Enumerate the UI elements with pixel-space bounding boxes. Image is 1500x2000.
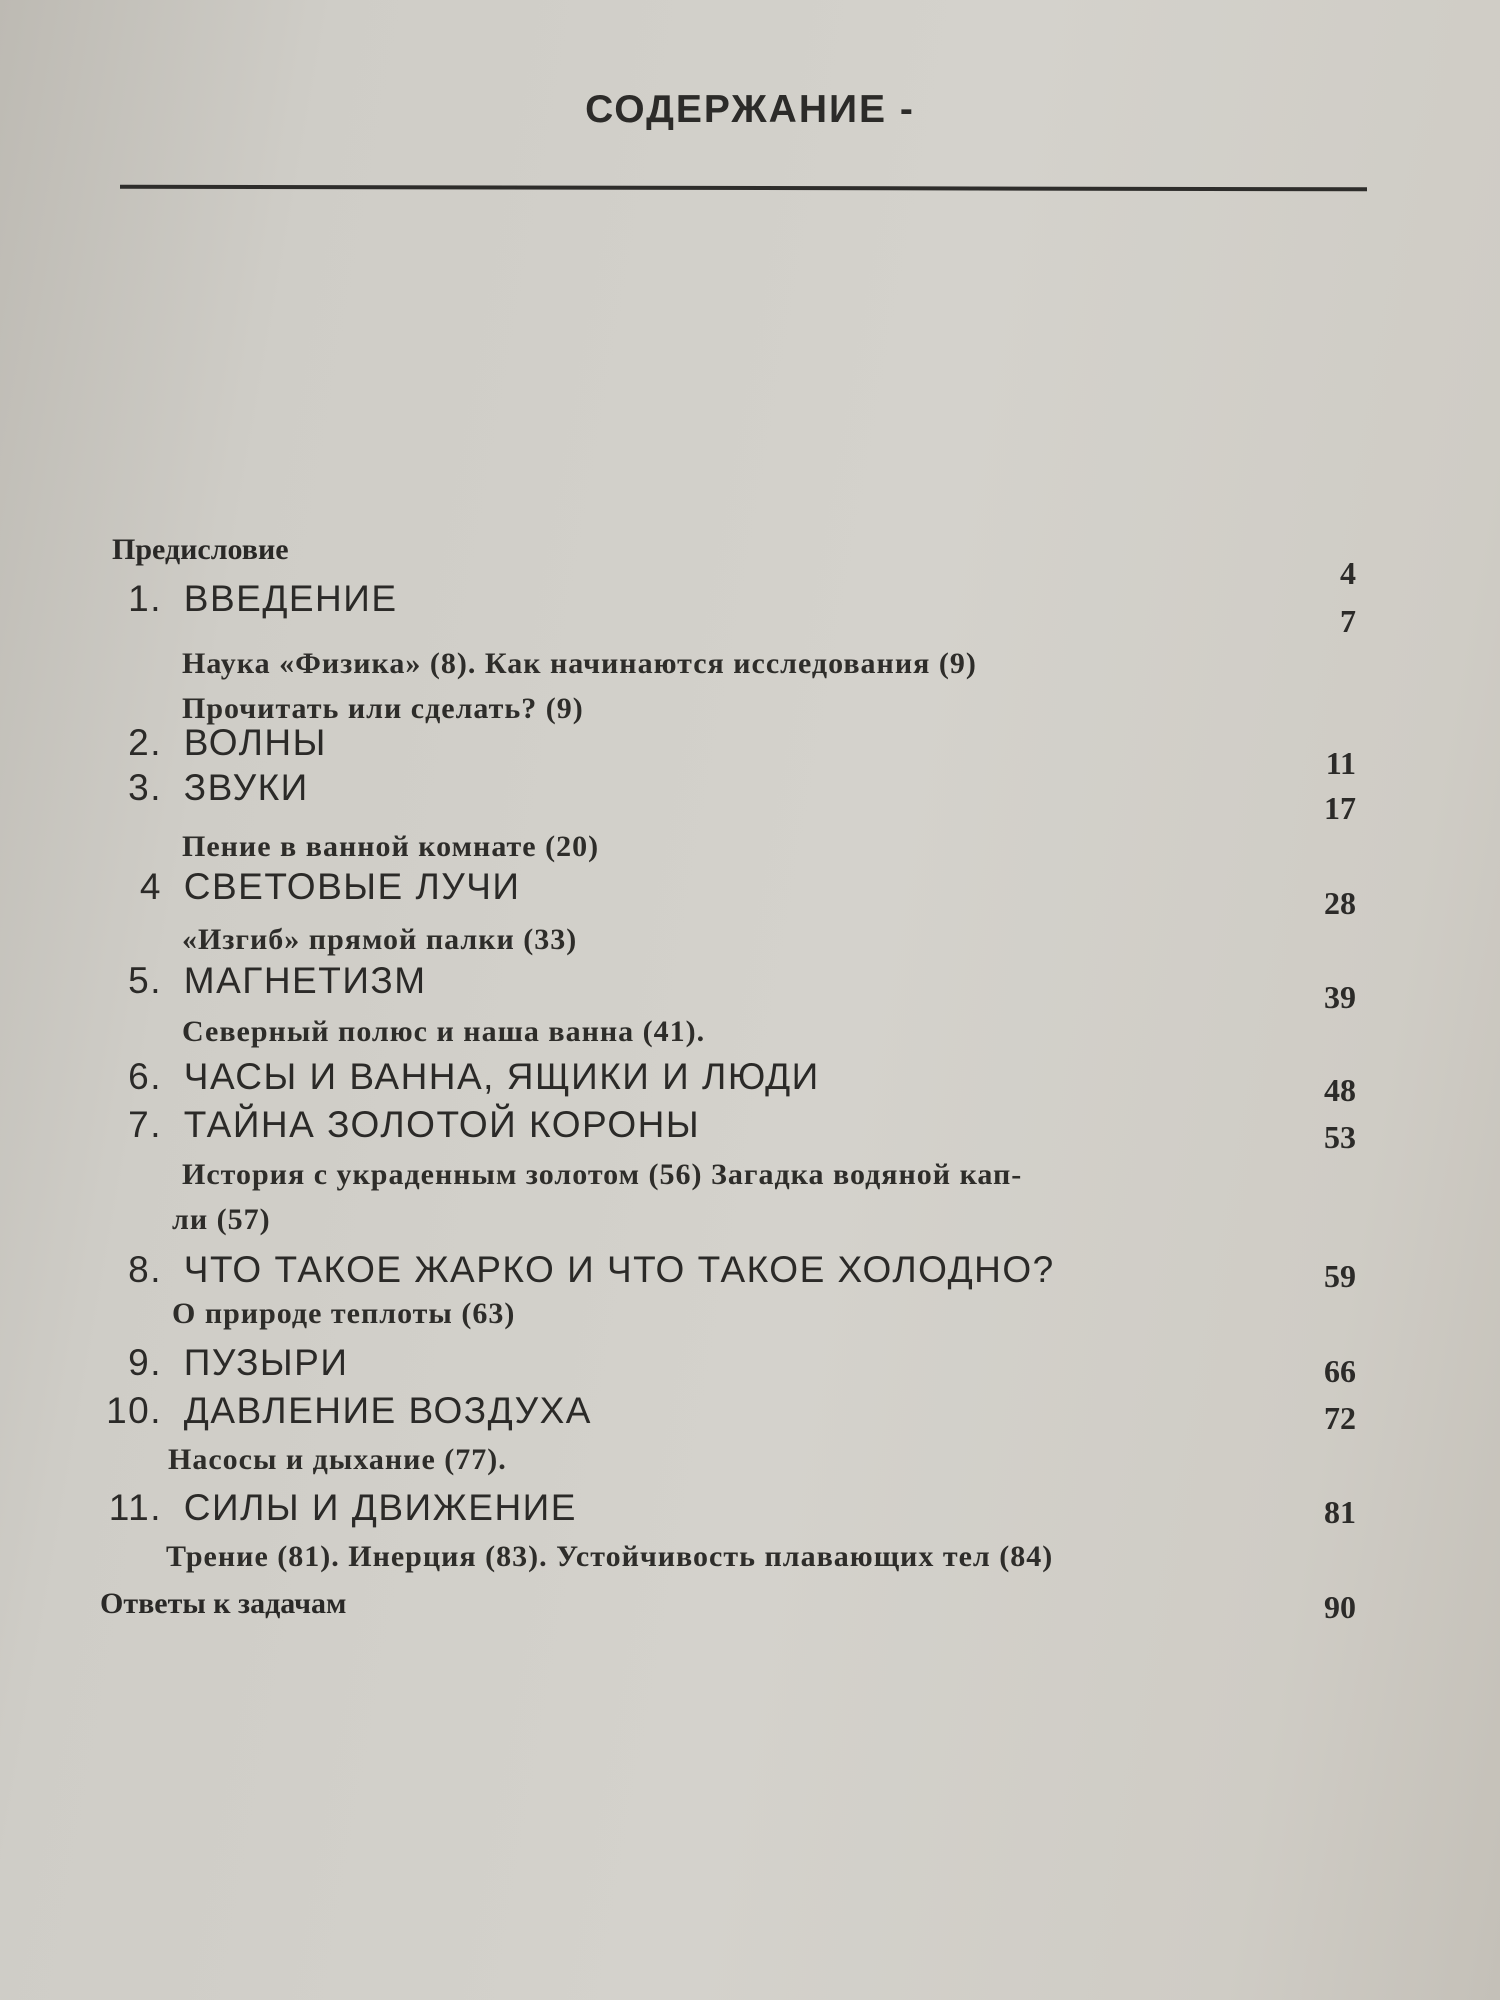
toc-chapter-11 [100, 1487, 577, 1529]
chapter-number: 11. [108, 1487, 162, 1528]
chapter-number: 2. [128, 722, 162, 763]
chapter-title: ЧТО ТАКОЕ ЖАРКО И ЧТО ТАКОЕ ХОЛОДНО? [183, 1249, 1055, 1290]
toc-answers-page: 90 [1324, 1589, 1356, 1625]
toc-chapter-3 [120, 767, 309, 809]
toc-chapter-4-page: 28 [1324, 885, 1356, 921]
chapter-title: СИЛЫ И ДВИЖЕНИЕ [183, 1487, 577, 1528]
toc-chapter-9 [120, 1342, 348, 1384]
toc-chapter-4-sub-1: «Изгиб» прямой палки (33) [182, 923, 578, 956]
toc-chapter-2-page: 11 [1325, 745, 1356, 781]
chapter-title: ЧАСЫ И ВАННА, ЯЩИКИ И ЛЮДИ [183, 1056, 820, 1097]
chapter-title: ЗВУКИ [183, 767, 309, 808]
toc-chapter-3-page: 17 [1324, 790, 1356, 826]
toc-chapter-7-sub-1: История с украденным золотом (56) Загадка водяной кап- [182, 1158, 1023, 1191]
toc-chapter-9-page: 66 [1324, 1353, 1356, 1389]
chapter-title: ДАВЛЕНИЕ ВОЗДУХА [183, 1390, 592, 1431]
toc-answers-title: Ответы к задачам [100, 1587, 347, 1620]
toc-chapter-1-sub-2: Прочитать или сделать? (9) [182, 692, 584, 725]
toc-preface-page: 4 [1340, 555, 1356, 591]
toc-chapter-2 [120, 722, 327, 764]
toc-preface-title: Предисловие [112, 533, 289, 566]
chapter-title: ВВЕДЕНИЕ [183, 578, 398, 619]
toc-chapter-7-page: 53 [1324, 1119, 1356, 1155]
chapter-title: ПУЗЫРИ [183, 1342, 349, 1383]
toc-chapter-5-sub-1: Северный полюс и наша ванна (41). [182, 1015, 706, 1048]
chapter-title: СВЕТОВЫЕ ЛУЧИ [183, 866, 521, 907]
toc-chapter-6 [120, 1056, 820, 1098]
toc-chapter-3-sub-1: Пение в ванной комнате (20) [182, 830, 600, 863]
chapter-number: 1. [128, 578, 162, 619]
toc-chapter-1 [120, 578, 398, 620]
chapter-number: 4 [139, 866, 162, 907]
chapter-number: 7. [128, 1104, 162, 1145]
toc-chapter-8-page: 59 [1324, 1258, 1356, 1294]
toc-chapter-11-page: 81 [1324, 1494, 1356, 1530]
toc-chapter-1-page: 7 [1340, 603, 1356, 639]
toc-chapter-1-sub-1: Наука «Физика» (8). Как начинаются исследования (9) [182, 647, 977, 680]
toc-chapter-6-page: 48 [1324, 1072, 1356, 1108]
chapter-number: 10. [106, 1390, 162, 1431]
toc-chapter-8 [120, 1249, 1055, 1291]
chapter-number: 8. [128, 1249, 162, 1290]
toc-chapter-8-sub-1: О природе теплоты (63) [172, 1297, 516, 1330]
chapter-number: 9. [128, 1342, 162, 1383]
chapter-title: ТАЙНА ЗОЛОТОЙ КОРОНЫ [183, 1104, 701, 1145]
toc-chapter-5-page: 39 [1324, 979, 1356, 1015]
toc-chapter-5 [120, 960, 427, 1002]
toc-chapter-7-sub-2: ли (57) [172, 1203, 271, 1236]
chapter-number: 6. [128, 1056, 162, 1097]
chapter-title: ВОЛНЫ [183, 722, 327, 763]
page-title: СОДЕРЖАНИЕ - [585, 88, 915, 131]
chapter-title: МАГНЕТИЗМ [183, 960, 427, 1001]
toc-chapter-7 [120, 1104, 700, 1146]
toc-chapter-4 [120, 866, 521, 908]
toc-chapter-10-page: 72 [1324, 1400, 1356, 1436]
toc-chapter-10-sub-1: Насосы и дыхание (77). [168, 1443, 507, 1476]
toc-chapter-11-sub-1: Трение (81). Инерция (83). Устойчивость плавающих тел (84) [166, 1540, 1054, 1573]
chapter-number: 5. [128, 960, 162, 1001]
toc-chapter-10 [100, 1390, 592, 1432]
chapter-number: 3. [128, 767, 162, 808]
